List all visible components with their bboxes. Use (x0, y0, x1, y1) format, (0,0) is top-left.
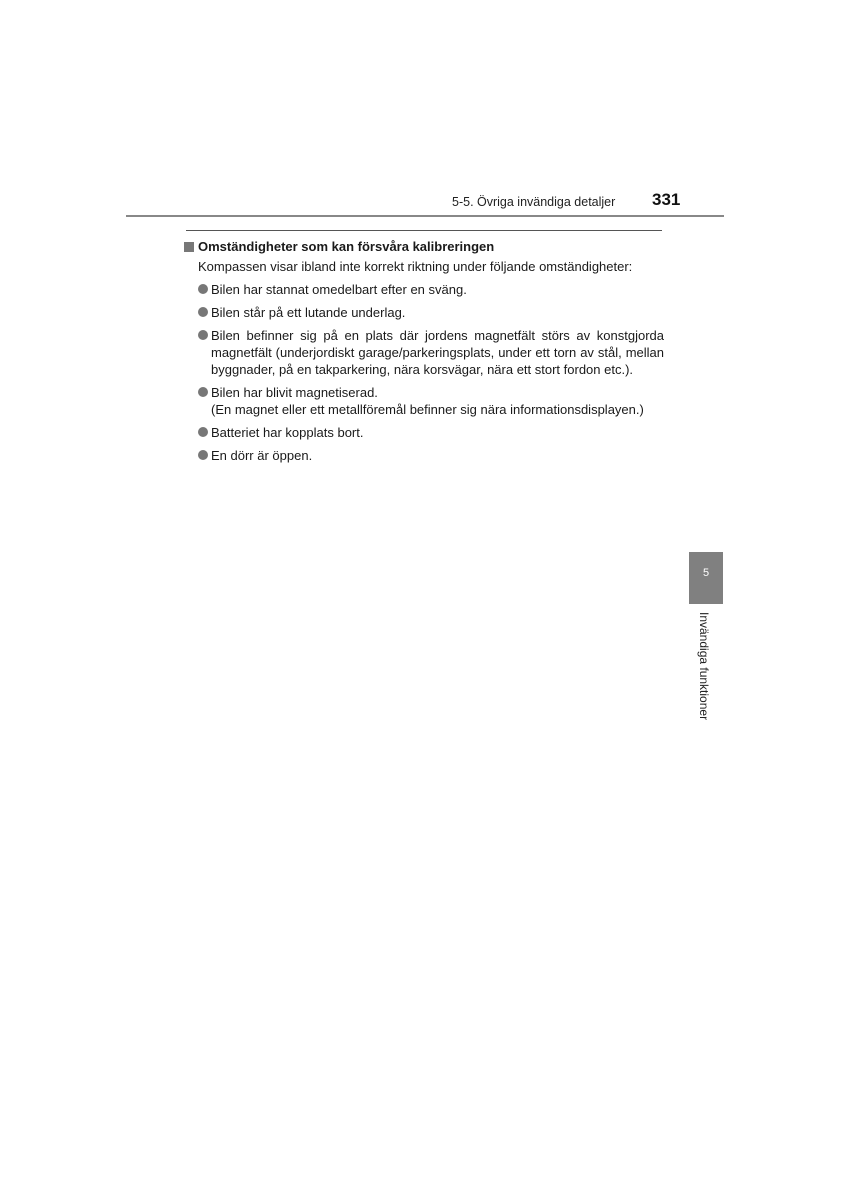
bullet-text: Bilen befinner sig på en plats där jordens magnetfält störs av konstgjorda magnetfält (underjordiskt garage/parkeringsplats, under ett torn av stål, mellan byggnader, på en takparkering, nära korsvägar, nära ett stort fordon etc.). (211, 328, 664, 377)
list-item (184, 384, 664, 418)
section-rule (186, 230, 662, 231)
bullet-text: En dörr är öppen. (211, 448, 313, 463)
chapter-tab (689, 552, 723, 604)
circle-bullet-icon (198, 330, 208, 340)
list-item (184, 424, 664, 441)
running-header-section: 5-5. Övriga invändiga detaljer (452, 195, 616, 209)
square-bullet-icon (184, 242, 194, 252)
section-heading-text: Omständigheter som kan försvåra kalibreringen (198, 239, 495, 254)
bullet-text: Bilen står på ett lutande underlag. (211, 305, 406, 320)
list-item (184, 327, 664, 378)
page-number: 331 (652, 190, 681, 209)
section-heading (184, 238, 664, 255)
content-section (184, 238, 664, 470)
chapter-number: 5 (702, 567, 710, 579)
bullet-text: Bilen har stannat omedelbart efter en sväng. (211, 282, 467, 297)
bullet-text: Batteriet har kopplats bort. (211, 425, 364, 440)
bullet-text: Bilen har blivit magnetiserad. (211, 385, 378, 400)
circle-bullet-icon (198, 427, 208, 437)
circle-bullet-icon (198, 307, 208, 317)
circle-bullet-icon (198, 284, 208, 294)
bullet-note: (En magnet eller ett metallföremål befinner sig nära informationsdisplayen.) (211, 402, 644, 417)
header-rule (126, 215, 724, 217)
list-item (184, 281, 664, 298)
list-item (184, 304, 664, 321)
circle-bullet-icon (198, 387, 208, 397)
intro-text: Kompassen visar ibland inte korrekt riktning under följande omständigheter: (198, 259, 633, 274)
bullet-list (184, 281, 664, 464)
chapter-label: Invändiga funktioner (697, 612, 711, 721)
list-item (184, 447, 664, 464)
circle-bullet-icon (198, 450, 208, 460)
